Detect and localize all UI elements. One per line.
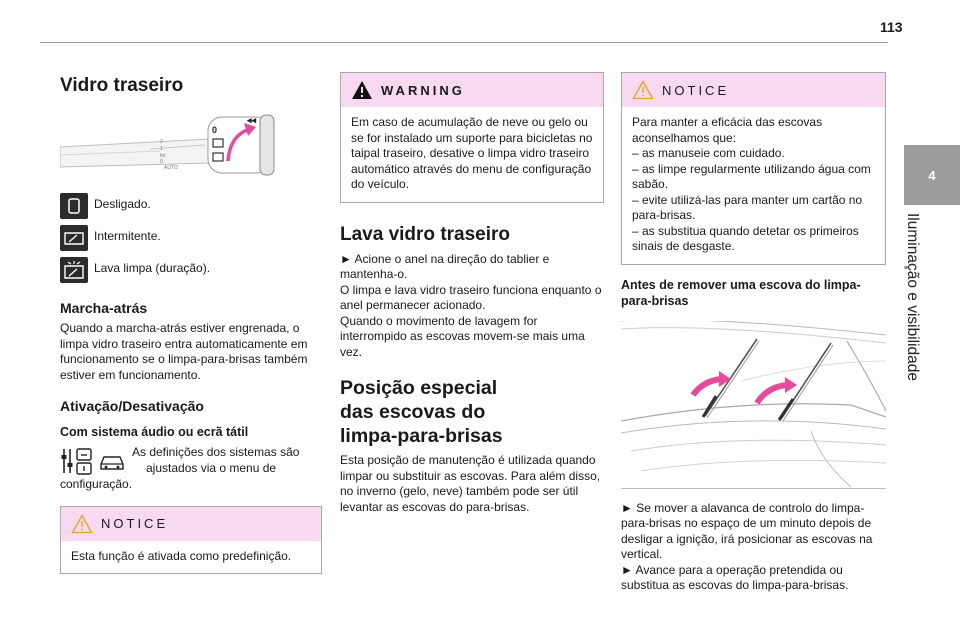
audio-text-line-3: configuração. <box>60 477 133 491</box>
raise-arrowhead-right <box>785 377 797 393</box>
mode-intermittent-label: Intermitente. <box>94 229 161 243</box>
stalk-label-int: Int <box>160 153 166 159</box>
special-title-line-1: Posição especial <box>340 377 498 399</box>
car-settings-icon <box>98 450 126 477</box>
stalk-label-zero: 0 <box>160 159 163 165</box>
raise-arrow-right <box>757 385 787 403</box>
raise-arrow-left <box>693 379 721 395</box>
notice-header-1 <box>61 507 321 541</box>
rear-window-title: Vidro traseiro <box>60 75 184 96</box>
windscreen-wiper-illustration <box>621 321 886 489</box>
mode-wash <box>60 257 322 283</box>
notice-text-1: Esta função é ativada como predefinição. <box>71 548 292 563</box>
column-3 <box>621 72 886 594</box>
stalk-label-1: 1 <box>160 146 163 152</box>
rear-wash-wipe-icon <box>60 257 88 283</box>
warning-header <box>341 73 603 107</box>
warning-box <box>340 72 604 203</box>
chapter-tab[interactable]: 4 <box>904 145 960 205</box>
rear-wash-line-1: ► Acione o anel na direção do tablier e mantenha-o. <box>340 251 550 281</box>
chapter-label-wrap <box>905 213 921 393</box>
special-title-line-3: limpa-para-brisas <box>340 425 503 447</box>
audio-text-line-1: As definições dos sistemas são <box>132 445 300 459</box>
stalk-label-2: 2 <box>160 139 163 145</box>
rear-wash-line-2: O limpa e lava vidro traseiro funciona enquanto o anel permanecer acionado. <box>340 282 602 312</box>
notice-icon-2 <box>632 80 654 100</box>
special-title-line-2: das escovas do <box>340 401 486 423</box>
activation-title: Ativação/Desativação <box>60 398 204 414</box>
rear-wash-line-3: Quando o movimento de lavagem for interrompido as escovas movem-se mais uma vez. <box>340 313 585 359</box>
notice-title-2: NOTICE <box>662 82 730 98</box>
stalk-label-wash: ◂◂ <box>247 115 257 125</box>
special-position-title <box>340 376 604 448</box>
settings-icon <box>60 446 94 481</box>
reverse-title: Marcha-atrás <box>60 300 148 316</box>
notice-box-1 <box>60 506 322 575</box>
notice-item-3: – evite utilizá-las para manter um cartão no para-brisas. <box>632 192 863 222</box>
notice-item-1: – as manuseie com cuidado. <box>632 146 785 160</box>
audio-settings <box>60 446 322 496</box>
warning-title: WARNING <box>381 82 465 98</box>
notice-box-2 <box>621 72 886 265</box>
audio-text-line-2: ajustados via o menu de <box>146 461 277 475</box>
before-remove-title: Antes de remover uma escova do limpa-para-brisas <box>621 277 861 308</box>
reverse-text: Quando a marcha-atrás estiver engrenada, o limpa vidro traseiro entra automaticamente em funcionamento se o limpa-para-brisas também estiver em funcionamento. <box>60 321 308 382</box>
audio-title: Com sistema áudio ou ecrã tátil <box>60 425 249 439</box>
notice-title-1: NOTICE <box>101 516 169 531</box>
notice-header-2 <box>622 73 885 107</box>
notice-item-2: – as limpe regularmente utilizando água com sabão. <box>632 161 871 191</box>
stalk-figure <box>60 109 322 181</box>
mode-wash-label: Lava limpa (duração). <box>94 261 211 275</box>
rear-wash-title: Lava vidro traseiro <box>340 223 511 245</box>
header-rule <box>40 42 888 43</box>
notice-item-4: – as substitua quando detetar os primeiros sinais de desgaste. <box>632 223 859 253</box>
stalk-label-auto: AUTO <box>164 165 178 171</box>
notice-body-2 <box>622 107 885 264</box>
mode-off-label: Desligado. <box>94 197 151 211</box>
mode-off <box>60 193 322 219</box>
step-1-text: ► Se mover a alavanca de controlo do limpa-para-brisas no espaço de um minuto depois de desligar a ignição, irá posicionar as escovas na vertical. <box>621 500 873 561</box>
warning-icon <box>351 80 373 100</box>
rear-wiper-intermittent-icon <box>60 225 88 251</box>
special-text: Esta posição de manutenção é utilizada quando limpar ou substituir as escovas. Para além disso, no inverno (gelo, neve) também pode ser útil levantar as escovas do para-brisas. <box>340 453 601 514</box>
wiper-stalk-illustration <box>60 109 322 181</box>
mode-intermittent <box>60 225 322 251</box>
notice-intro: Para manter a eficácia das escovas aconselhamos que: <box>632 115 823 145</box>
wiper-modes <box>60 193 322 283</box>
chapter-label: Iluminação e visibilidade <box>904 213 921 382</box>
page-number: 113 <box>880 19 903 35</box>
notice-icon <box>71 514 93 534</box>
column-1 <box>60 70 322 574</box>
stalk-label-off: 0 <box>212 125 218 135</box>
windscreen-figure <box>621 321 886 489</box>
column-2 <box>340 72 604 515</box>
wiper-blade-left <box>705 339 757 416</box>
step-2-text: ► Avance para a operação pretendida ou substitua as escovas do limpa-para-brisas. <box>621 562 849 592</box>
warning-text: Em caso de acumulação de neve ou gelo ou se for instalado um suporte para bicicletas no taipal traseiro, desative o limpa vidro traseiro automático através do menu de configuração do veículo. <box>351 115 593 191</box>
rear-wiper-off-icon <box>60 193 88 219</box>
